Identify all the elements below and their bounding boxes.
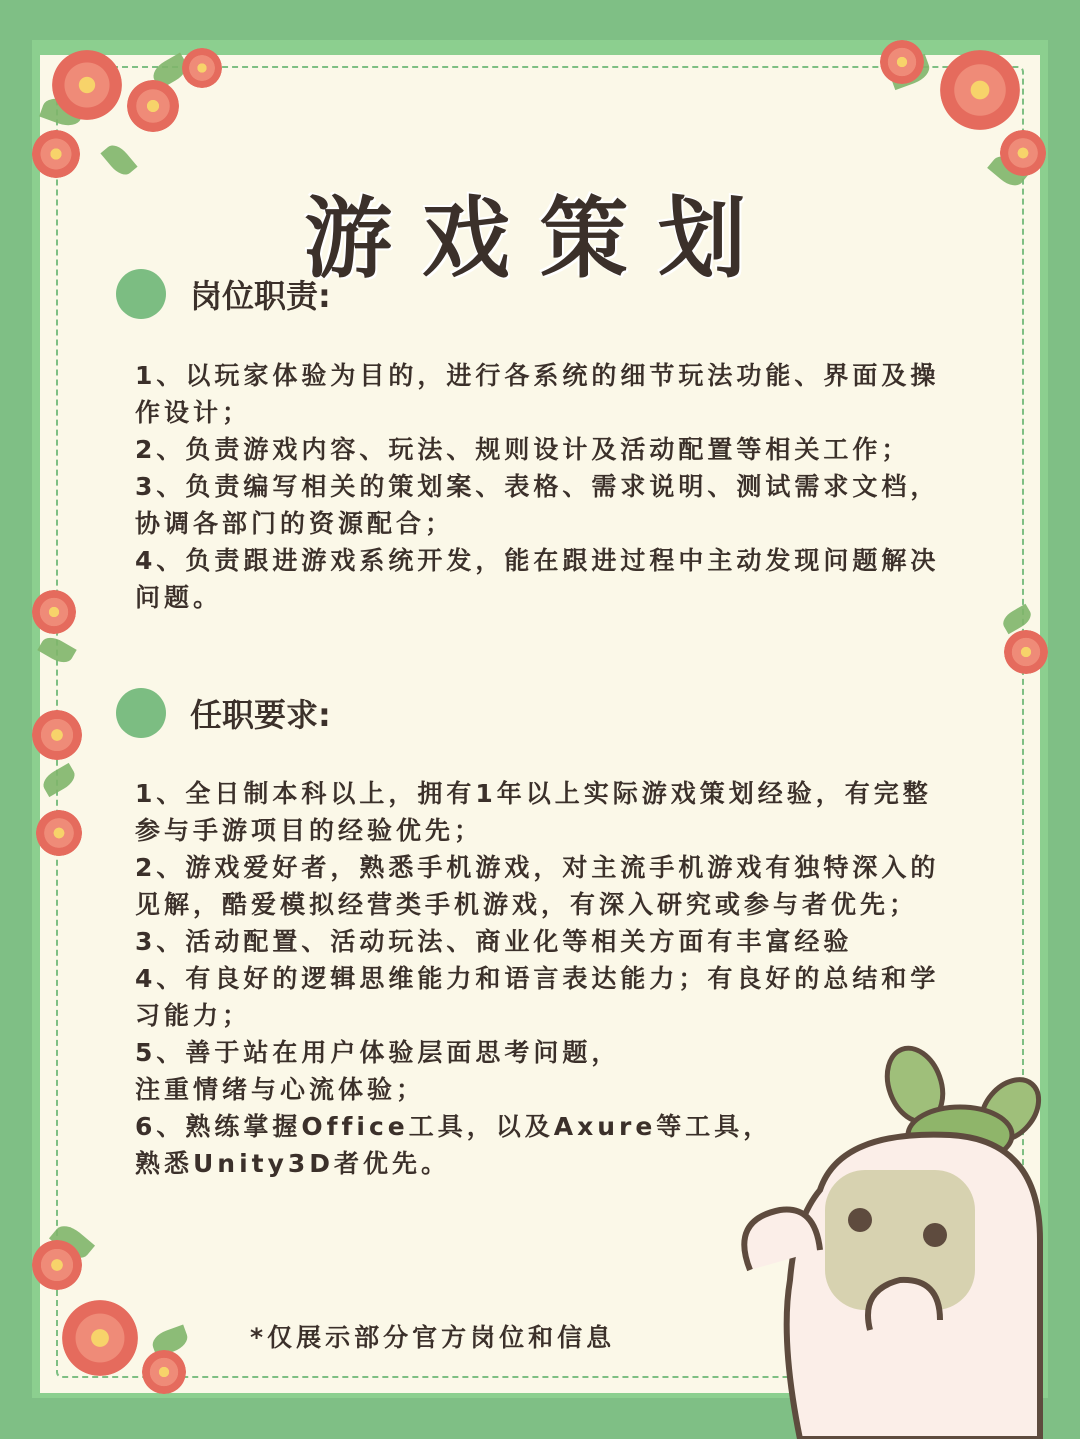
green-dot-icon	[116, 269, 166, 319]
list-item: 5、善于站在用户体验层面思考问题，	[135, 1038, 621, 1067]
radish-mascot-icon	[720, 1040, 1060, 1439]
section-header-responsibilities	[116, 268, 331, 320]
green-dot-icon	[116, 688, 166, 738]
list-item: 3、活动配置、活动玩法、商业化等相关方面有丰富经验	[135, 927, 853, 956]
page-title: 游戏策划	[303, 186, 776, 290]
footnote: *仅展示部分官方岗位和信息	[250, 1323, 616, 1352]
list-item: 6、熟练掌握Office工具，以及Axure等工具，	[135, 1112, 773, 1141]
list-item: 1、以玩家体验为目的，进行各系统的细节玩法功能、界面及操作设计；	[135, 361, 940, 427]
list-item: 3、负责编写相关的策划案、表格、需求说明、测试需求文档，协调各部门的资源配合；	[135, 472, 940, 538]
responsibilities-list	[135, 357, 950, 616]
list-item: 熟悉Unity3D者优先。	[135, 1149, 451, 1178]
section-header-requirements	[116, 687, 331, 739]
list-item: 注重情绪与心流体验；	[135, 1075, 426, 1104]
section-label: 岗位职责:	[190, 277, 331, 315]
list-item: 2、游戏爱好者，熟悉手机游戏，对主流手机游戏有独特深入的见解，酷爱模拟经营类手机游戏，有深入研究或参与者优先；	[135, 853, 940, 919]
section-label: 任职要求:	[190, 696, 331, 734]
list-item: 2、负责游戏内容、玩法、规则设计及活动配置等相关工作；	[135, 435, 911, 464]
list-item: 4、有良好的逻辑思维能力和语言表达能力；有良好的总结和学习能力；	[135, 964, 940, 1030]
list-item: 1、全日制本科以上，拥有1年以上实际游戏策划经验，有完整参与手游项目的经验优先；	[135, 779, 932, 845]
list-item: 4、负责跟进游戏系统开发，能在跟进过程中主动发现问题解决问题。	[135, 546, 940, 612]
